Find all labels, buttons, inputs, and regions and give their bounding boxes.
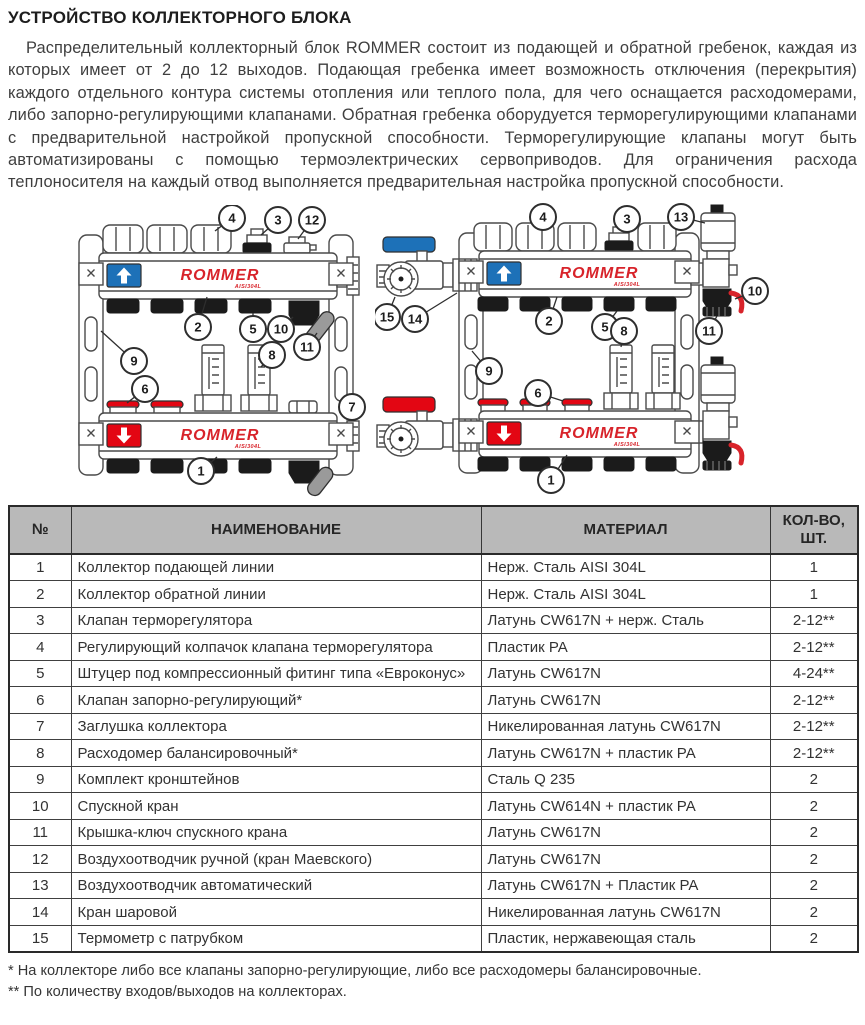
item-qty: 2 [770, 766, 858, 793]
callout: 2 [194, 319, 202, 335]
outlet-port [478, 457, 676, 471]
brand-sub: AISI304L [234, 443, 262, 450]
callout: 5 [249, 321, 257, 337]
manual-air-vent [289, 401, 317, 413]
row-number: 4 [9, 634, 71, 661]
brand-logo: ROMMER [180, 266, 260, 284]
table-row [9, 634, 858, 661]
item-name: Термометр с патрубком [71, 925, 481, 952]
callout: 6 [534, 385, 542, 401]
table-header-row [9, 506, 858, 555]
item-qty: 2-12** [770, 740, 858, 767]
regulating-cap [103, 225, 231, 253]
item-name: Воздухоотводчик ручной (кран Маевского) [71, 846, 481, 873]
brand-logo: ROMMER [180, 426, 260, 444]
manifold-diagram-with-ball-valves [375, 203, 785, 495]
header-num: № [9, 506, 71, 555]
brand-logo: ROMMER [559, 264, 639, 282]
item-name: Регулирующий колпачок клапана терморегулятора [71, 634, 481, 661]
manifold-bar-supply [479, 251, 691, 297]
callout: 3 [623, 211, 631, 227]
row-number: 15 [9, 925, 71, 952]
item-name: Коллектор подающей линии [71, 554, 481, 581]
callout: 9 [485, 363, 493, 379]
item-qty: 2 [770, 819, 858, 846]
item-qty: 4-24** [770, 660, 858, 687]
table-row [9, 846, 858, 873]
row-number: 13 [9, 872, 71, 899]
footnotes [8, 961, 857, 1003]
item-material: Пластик, нержавеющая сталь [481, 925, 770, 952]
drain-handle [731, 445, 742, 463]
item-name: Коллектор обратной линии [71, 581, 481, 608]
table-row [9, 899, 858, 926]
item-name: Спускной кран [71, 793, 481, 820]
callout: 3 [274, 212, 282, 228]
item-qty: 2 [770, 846, 858, 873]
parts-table [8, 505, 859, 953]
row-number: 2 [9, 581, 71, 608]
table-row [9, 819, 858, 846]
row-number: 8 [9, 740, 71, 767]
item-name: Клапан запорно-регулирующий* [71, 687, 481, 714]
manifold-bar-supply [99, 253, 359, 299]
item-qty: 1 [770, 554, 858, 581]
drain-handle [731, 293, 742, 311]
drain-valve [703, 289, 742, 316]
item-name: Воздухоотводчик автоматический [71, 872, 481, 899]
item-name: Заглушка коллектора [71, 713, 481, 740]
callout: 9 [130, 353, 138, 369]
item-name: Кран шаровой [71, 899, 481, 926]
item-material: Латунь CW617N + Пластик PA [481, 872, 770, 899]
item-material: Латунь CW617N [481, 846, 770, 873]
item-material: Нерж. Сталь AISI 304L [481, 581, 770, 608]
brand-sub: AISI304L [613, 441, 641, 448]
callout: 13 [673, 209, 689, 225]
intro-paragraph: Распределительный коллекторный блок ROMMER состоит из подающей и обратной гребенок, каждая из которых имеет от 2 до 12 выходов. Подающая гребенка имеет возможность отключения (перекрытия) каждого отдельного контура системы отопления или теплого пола, для чего оснащается расходомерами, либо запорно-регулирующими клапанами. Обратная гребенка оборудуется терморегулирующими клапанами с предварительной настройкой пропускной способности. Терморегулирующие клапаны могут быть автоматизированы с помощью термоэлектрических сервоприводов. Для ограничения расхода теплоносителя на каждый отвод выполняется предварительная настройка пропускной способности. [8, 39, 857, 192]
item-name: Комплект кронштейнов [71, 766, 481, 793]
item-material: Латунь CW617N [481, 687, 770, 714]
item-qty: 2-12** [770, 713, 858, 740]
table-row [9, 766, 858, 793]
row-number: 5 [9, 660, 71, 687]
red-valve-handle [383, 397, 435, 412]
item-qty: 2-12** [770, 607, 858, 634]
row-number: 11 [9, 819, 71, 846]
blue-valve-handle [383, 237, 435, 252]
item-name: Штуцер под компрессионный фитинг типа «Евроконус» [71, 660, 481, 687]
brand-sub: AISI304L [234, 283, 262, 290]
manifold-diagram-basic [65, 205, 367, 497]
row-number: 3 [9, 607, 71, 634]
thermometer-dial [384, 422, 418, 456]
drain-valve [289, 301, 319, 325]
table-row [9, 554, 858, 581]
item-material: Нерж. Сталь AISI 304L [481, 554, 770, 581]
item-material: Латунь CW617N + пластик PA [481, 740, 770, 767]
callout: 11 [300, 339, 314, 355]
header-name: НАИМЕНОВАНИЕ [71, 506, 481, 555]
regulating-cap [474, 223, 676, 251]
manifold-diagrams [8, 202, 857, 498]
item-qty: 2-12** [770, 634, 858, 661]
outlet-port [107, 299, 271, 313]
table-row [9, 740, 858, 767]
item-name: Крышка-ключ спускного крана [71, 819, 481, 846]
item-name: Расходомер балансировочный* [71, 740, 481, 767]
item-material: Пластик PA [481, 634, 770, 661]
item-material: Никелированная латунь CW617N [481, 713, 770, 740]
item-qty: 2 [770, 793, 858, 820]
row-number: 14 [9, 899, 71, 926]
callout: 10 [273, 321, 289, 337]
brand-logo: ROMMER [559, 424, 639, 442]
footnote-single-asterisk: * На коллекторе либо все клапаны запорно-регулирующие, либо все расходомеры балансировочные. [8, 962, 702, 979]
row-number: 7 [9, 713, 71, 740]
callout: 14 [407, 311, 423, 327]
callout: 4 [228, 210, 236, 226]
thermometer-dial [384, 262, 418, 296]
callout: 2 [545, 313, 553, 329]
flow-meter [604, 345, 680, 409]
callout: 8 [620, 323, 628, 339]
brand-sub: AISI304L [613, 281, 641, 288]
drain-valve [703, 441, 742, 470]
item-material: Латунь CW617N [481, 819, 770, 846]
table-row [9, 607, 858, 634]
item-qty: 2 [770, 899, 858, 926]
table-row [9, 581, 858, 608]
header-material: МАТЕРИАЛ [481, 506, 770, 555]
thermostatic-valve [243, 229, 271, 253]
item-name: Клапан терморегулятора [71, 607, 481, 634]
callout: 5 [601, 319, 609, 335]
row-number: 12 [9, 846, 71, 873]
row-number: 6 [9, 687, 71, 714]
item-qty: 2 [770, 872, 858, 899]
header-qty: КОЛ-ВО, ШТ. [770, 506, 858, 555]
table-row [9, 793, 858, 820]
item-material: Сталь Q 235 [481, 766, 770, 793]
item-qty: 1 [770, 581, 858, 608]
page-title: УСТРОЙСТВО КОЛЛЕКТОРНОГО БЛОКА [8, 8, 352, 27]
manual-air-vent [284, 237, 316, 253]
callout: 4 [539, 209, 547, 225]
table-row [9, 872, 858, 899]
item-material: Латунь CW617N [481, 660, 770, 687]
item-material: Латунь CW614N + пластик PA [481, 793, 770, 820]
callout: 6 [141, 381, 149, 397]
table-row [9, 713, 858, 740]
callout: 1 [547, 472, 555, 488]
callout: 8 [268, 347, 276, 363]
row-number: 1 [9, 554, 71, 581]
table-row [9, 687, 858, 714]
table-row [9, 660, 858, 687]
row-number: 9 [9, 766, 71, 793]
item-material: Никелированная латунь CW617N [481, 899, 770, 926]
item-qty: 2-12** [770, 687, 858, 714]
item-material: Латунь CW617N + нерж. Сталь [481, 607, 770, 634]
callout: 11 [702, 323, 716, 339]
callout: 10 [747, 283, 763, 299]
callout: 15 [379, 309, 395, 325]
manifold-bar-return [99, 413, 359, 459]
callout: 1 [197, 463, 205, 479]
row-number: 10 [9, 793, 71, 820]
outlet-port [478, 297, 676, 311]
item-qty: 2 [770, 925, 858, 952]
footnote-double-asterisk: ** По количеству входов/выходов на коллекторах. [8, 983, 347, 1000]
manifold-bar-return [479, 411, 691, 457]
table-row [9, 925, 858, 952]
callout: 7 [348, 399, 356, 415]
callout: 12 [304, 212, 320, 228]
